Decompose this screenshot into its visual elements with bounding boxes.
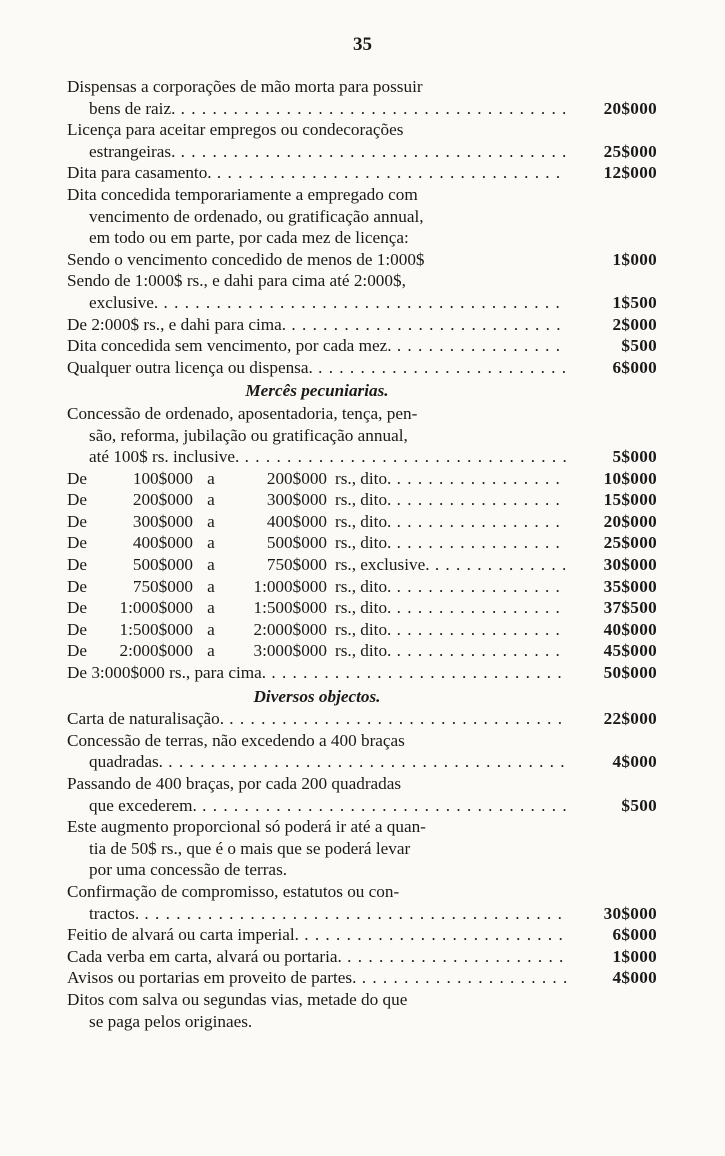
range-row <box>67 576 657 598</box>
range-row <box>67 468 657 490</box>
range-de: De <box>67 511 88 531</box>
range-from: 1:500$000 <box>119 619 193 639</box>
range-from: 200$000 <box>132 490 193 510</box>
entry-row <box>67 662 657 684</box>
range-note: rs., dito. . . . <box>327 619 567 641</box>
range-a: a <box>207 576 215 596</box>
entry-row <box>67 357 657 379</box>
range-from: 2:000$000 <box>119 641 193 661</box>
entry-row <box>67 751 657 773</box>
range-a: a <box>207 598 215 618</box>
entry-text: bens de raiz. . . . <box>89 98 567 120</box>
entry-price: 25$000 <box>603 141 657 161</box>
page-number: 35 <box>353 34 372 55</box>
entry-row <box>67 708 657 730</box>
section-heading-merces: Mercês pecuniarias. <box>245 381 389 401</box>
entry-price: 50$000 <box>603 663 657 683</box>
range-to: 1:000$000 <box>253 576 327 596</box>
entry-row <box>67 292 657 314</box>
entry-price: $500 <box>621 336 657 356</box>
entry-price: 1$000 <box>612 249 657 269</box>
entry-line: Sendo de 1:000$ rs., e dahi para cima até 2:000$, <box>67 271 406 291</box>
range-note: rs., dito. . . . <box>327 597 567 619</box>
entry-row <box>67 924 657 946</box>
range-a: a <box>207 641 215 661</box>
entry-line: por uma concessão de terras. <box>89 860 288 880</box>
entry-line: Concessão de ordenado, aposentadoria, tença, pen- <box>67 403 418 423</box>
range-row <box>67 597 657 619</box>
entry-text: que excederem. . . . <box>89 795 567 817</box>
entry-text: estrangeiras. . . . <box>89 141 567 163</box>
range-row <box>67 489 657 511</box>
range-to: 200$000 <box>266 468 327 488</box>
range-note: rs., dito. . . . <box>327 468 567 490</box>
entry-price: $500 <box>621 795 657 815</box>
entry-price: 4$000 <box>612 968 657 988</box>
range-de: De <box>67 468 88 488</box>
entry-row <box>67 162 657 184</box>
range-row <box>67 619 657 641</box>
entry-text: exclusive. . . . <box>89 292 567 314</box>
range-from: 500$000 <box>132 555 193 575</box>
entry-row <box>67 903 657 925</box>
range-to: 2:000$000 <box>253 619 327 639</box>
range-note: rs., dito. . . . <box>327 489 567 511</box>
range-row <box>67 640 657 662</box>
entry-price: 6$000 <box>612 357 657 377</box>
entry-price: 5$000 <box>612 447 657 467</box>
range-from: 100$000 <box>132 468 193 488</box>
entry-line: são, reforma, jubilação ou gratificação annual, <box>89 425 408 445</box>
entry-price: 1$000 <box>612 946 657 966</box>
entry-price: 12$000 <box>603 163 657 183</box>
range-de: De <box>67 598 88 618</box>
range-to: 3:000$000 <box>253 641 327 661</box>
entry-text: Dita para casamento. . . . <box>67 162 567 184</box>
range-de: De <box>67 576 88 596</box>
entry-text: Qualquer outra licença ou dispensa. . . . <box>67 357 567 379</box>
entry-line: Concessão de terras, não excedendo a 400 braças <box>67 730 405 750</box>
entry-price: 6$000 <box>612 925 657 945</box>
entry-line: se paga pelos originaes. <box>89 1011 253 1031</box>
range-row <box>67 511 657 533</box>
entry-text: De 3:000$000 rs., para cima. . . . <box>67 662 567 684</box>
range-price: 25$000 <box>603 533 657 553</box>
range-from: 750$000 <box>132 576 193 596</box>
range-price: 37$500 <box>603 598 657 618</box>
entry-line: vencimento de ordenado, ou gratificação annual, <box>89 206 424 226</box>
range-note: rs., dito. . . . <box>327 576 567 598</box>
entry-row <box>67 446 657 468</box>
entry-row <box>67 141 657 163</box>
entry-text: até 100$ rs. inclusive. . . . <box>89 446 567 468</box>
range-note: rs., dito. . . . <box>327 511 567 533</box>
entry-text: De 2:000$ rs., e dahi para cima. . . . <box>67 314 567 336</box>
entry-text: tractos. . . . <box>89 903 567 925</box>
entry-row <box>67 249 657 271</box>
range-a: a <box>207 511 215 531</box>
range-from: 400$000 <box>132 533 193 553</box>
entry-line: Dispensas a corporações de mão morta para possuir <box>67 77 423 96</box>
entry-line: Confirmação de compromisso, estatutos ou con- <box>67 881 400 901</box>
range-to: 750$000 <box>266 555 327 575</box>
range-to: 1:500$000 <box>253 598 327 618</box>
entry-line: Licença para aceitar empregos ou condecorações <box>67 120 404 140</box>
entry-line: Este augmento proporcional só poderá ir até a quan- <box>67 817 426 837</box>
range-price: 30$000 <box>603 555 657 575</box>
range-note: rs., dito. . . . <box>327 532 567 554</box>
entry-price: 22$000 <box>603 709 657 729</box>
range-price: 10$000 <box>603 468 657 488</box>
range-price: 35$000 <box>603 576 657 596</box>
range-from: 300$000 <box>132 511 193 531</box>
range-to: 300$000 <box>266 490 327 510</box>
entry-row <box>67 946 657 968</box>
range-a: a <box>207 555 215 575</box>
range-row <box>67 554 657 576</box>
entry-row <box>67 314 657 336</box>
range-price: 20$000 <box>603 511 657 531</box>
section-heading-diversos: Diversos objectos. <box>253 686 381 706</box>
range-list <box>67 468 657 662</box>
entry-line: tia de 50$ rs., que é o mais que se poderá levar <box>89 838 411 858</box>
fee-table <box>67 76 657 1032</box>
entry-text: Dita concedida sem vencimento, por cada mez. . . . <box>67 335 567 357</box>
entry-line: Ditos com salva ou segundas vias, metade do que <box>67 989 408 1009</box>
range-price: 45$000 <box>603 641 657 661</box>
entry-text: Feitio de alvará ou carta imperial. . . . <box>67 924 567 946</box>
range-a: a <box>207 619 215 639</box>
entry-row <box>67 795 657 817</box>
entry-text: Carta de naturalisação. . . . <box>67 708 567 730</box>
range-row <box>67 532 657 554</box>
range-to: 500$000 <box>266 533 327 553</box>
entry-line: Dita concedida temporariamente a empregado com <box>67 184 418 204</box>
range-a: a <box>207 490 215 510</box>
range-to: 400$000 <box>266 511 327 531</box>
entry-line: Passando de 400 braças, por cada 200 quadradas <box>67 774 402 793</box>
range-note: rs., exclusive. . . . <box>327 554 567 576</box>
range-de: De <box>67 490 88 510</box>
range-from: 1:000$000 <box>119 598 193 618</box>
range-de: De <box>67 641 88 661</box>
entry-row <box>67 335 657 357</box>
entry-price: 2$000 <box>612 314 657 334</box>
entry-price: 4$000 <box>612 752 657 772</box>
entry-row <box>67 98 657 120</box>
range-de: De <box>67 555 88 575</box>
range-price: 40$000 <box>603 619 657 639</box>
entry-line: em todo ou em parte, por cada mez de licença: <box>89 228 409 248</box>
range-a: a <box>207 533 215 553</box>
range-de: De <box>67 619 88 639</box>
entry-price: 1$500 <box>612 292 657 312</box>
entry-row <box>67 967 657 989</box>
range-price: 15$000 <box>603 490 657 510</box>
entry-text: quadradas. . . . <box>89 751 567 773</box>
range-a: a <box>207 468 215 488</box>
range-de: De <box>67 533 88 553</box>
entry-text: Sendo o vencimento concedido de menos de 1:000$ <box>67 249 425 269</box>
entry-text: Cada verba em carta, alvará ou portaria. . . . <box>67 946 567 968</box>
entry-text: Avisos ou portarias em proveito de partes. . . . <box>67 967 567 989</box>
entry-price: 20$000 <box>603 98 657 118</box>
range-note: rs., dito. . . . <box>327 640 567 662</box>
entry-price: 30$000 <box>603 903 657 923</box>
